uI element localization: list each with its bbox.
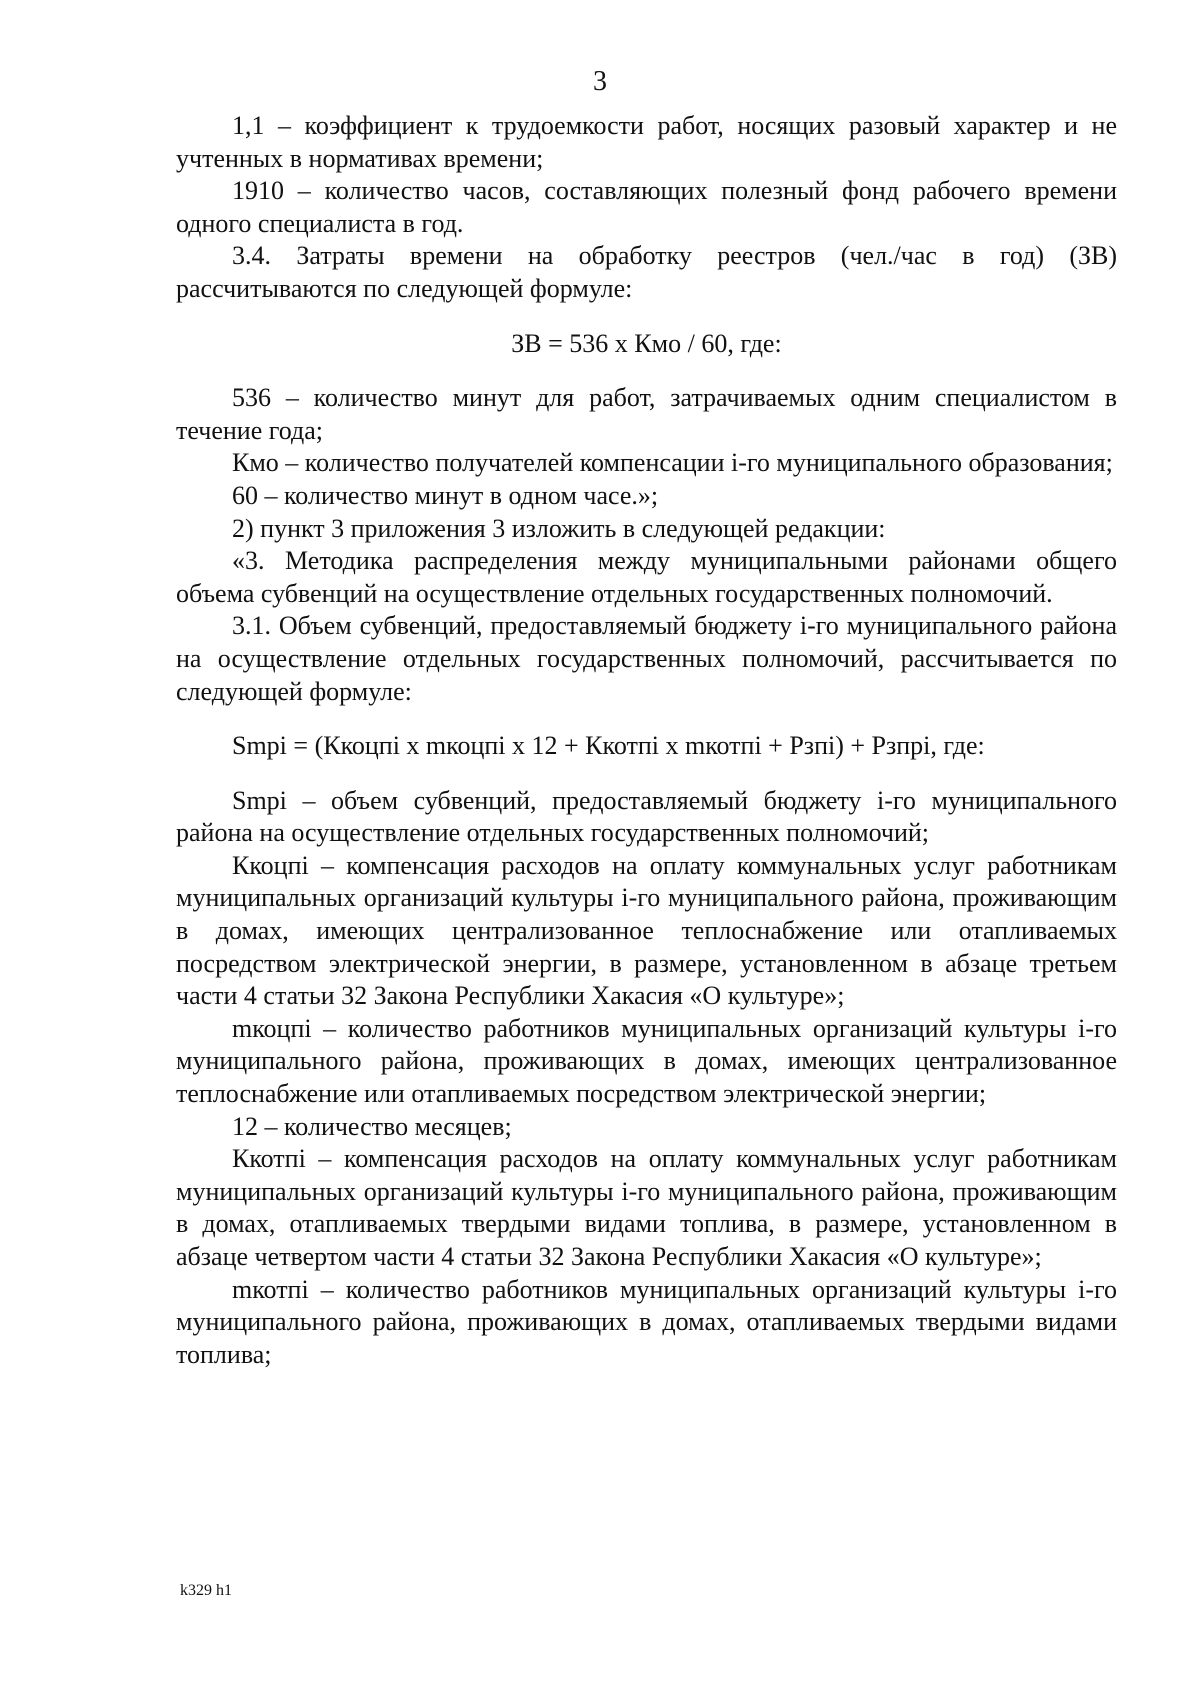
formula-smpi: Smpi = (Ккоцпi х mкоцпi х 12 + Ккотпi х mкотпi + Рзпi) + Рзпрi, где:	[232, 731, 985, 761]
paragraph-60-definition: 60 – количество минут в одном часе.»;	[232, 480, 659, 510]
paragraph-3-4-intro: 3.4. Затраты времени на обработку реестров (чел./час в год) (ЗВ) рассчитываются по следующей формуле:	[176, 241, 1117, 303]
page-number: 3	[593, 66, 607, 97]
paragraph-3-1-intro: 3.1. Объем субвенций, предоставляемый бюджету i-го муниципального района на осуществление отдельных государственных полномочий, рассчитывается по следующей формуле:	[176, 611, 1117, 706]
paragraph-kkocpi-definition: Ккоцпi – компенсация расходов на оплату коммунальных услуг работникам муниципальных организаций культуры i-го муниципального района, проживающим в домах, имеющих централизованное теплоснабжение или отапливаемых посредством электрической энергии, в размере, установленном в абзаце третьем части 4 статьи 32 Закона Республики Хакасия «О культуре»;	[176, 850, 1117, 1011]
paragraph-12-definition: 12 – количество месяцев;	[232, 1111, 512, 1141]
formula-zv: ЗВ = 536 х Кмо / 60, где:	[511, 328, 782, 358]
paragraph-536-definition: 536 – количество минут для работ, затрачиваемых одним специалистом в течение года;	[176, 383, 1117, 445]
paragraph-methodology-title: «3. Методика распределения между муниципальными районами общего объема субвенций на осуществление отдельных государственных полномочий.	[176, 546, 1117, 608]
paragraph-kmo-definition: Кмо – количество получателей компенсации i-го муниципального образования;	[232, 448, 1113, 478]
paragraph-mkotpi-definition: mкотпi – количество работников муниципальных организаций культуры i-го муниципального района, проживающих в домах, отапливаемых твердыми видами топлива;	[176, 1274, 1117, 1369]
paragraph-smpi-definition: Smpi – объем субвенций, предоставляемый бюджету i-го муниципального района на осуществление отдельных государственных полномочий;	[176, 785, 1117, 848]
paragraph-kkotpi-definition: Ккотпi – компенсация расходов на оплату коммунальных услуг работникам муниципальных организаций культуры i-го муниципального района, проживающим в домах, отапливаемых твердыми видами топлива, в размере, установленном в абзаце четвертом части 4 статьи 32 Закона Республики Хакасия «О культуре»;	[176, 1144, 1117, 1271]
paragraph-item-2: 2) пункт 3 приложения 3 изложить в следующей редакции:	[232, 513, 886, 543]
paragraph-hours-definition: 1910 – количество часов, составляющих полезный фонд рабочего времени одного специалиста в год.	[176, 176, 1117, 238]
paragraph-mkocpi-definition: mкоцпi – количество работников муниципальных организаций культуры i-го муниципального района, проживающих в домах, имеющих централизованное теплоснабжение или отапливаемых посредством электрической энергии;	[176, 1013, 1117, 1109]
document-body	[176, 110, 1117, 1371]
paragraph-coefficient-definition: 1,1 – коэффициент к трудоемкости работ, носящих разовый характер и не учтенных в нормативах времени;	[176, 111, 1117, 173]
footer-document-code: k329 h1	[180, 1582, 232, 1599]
